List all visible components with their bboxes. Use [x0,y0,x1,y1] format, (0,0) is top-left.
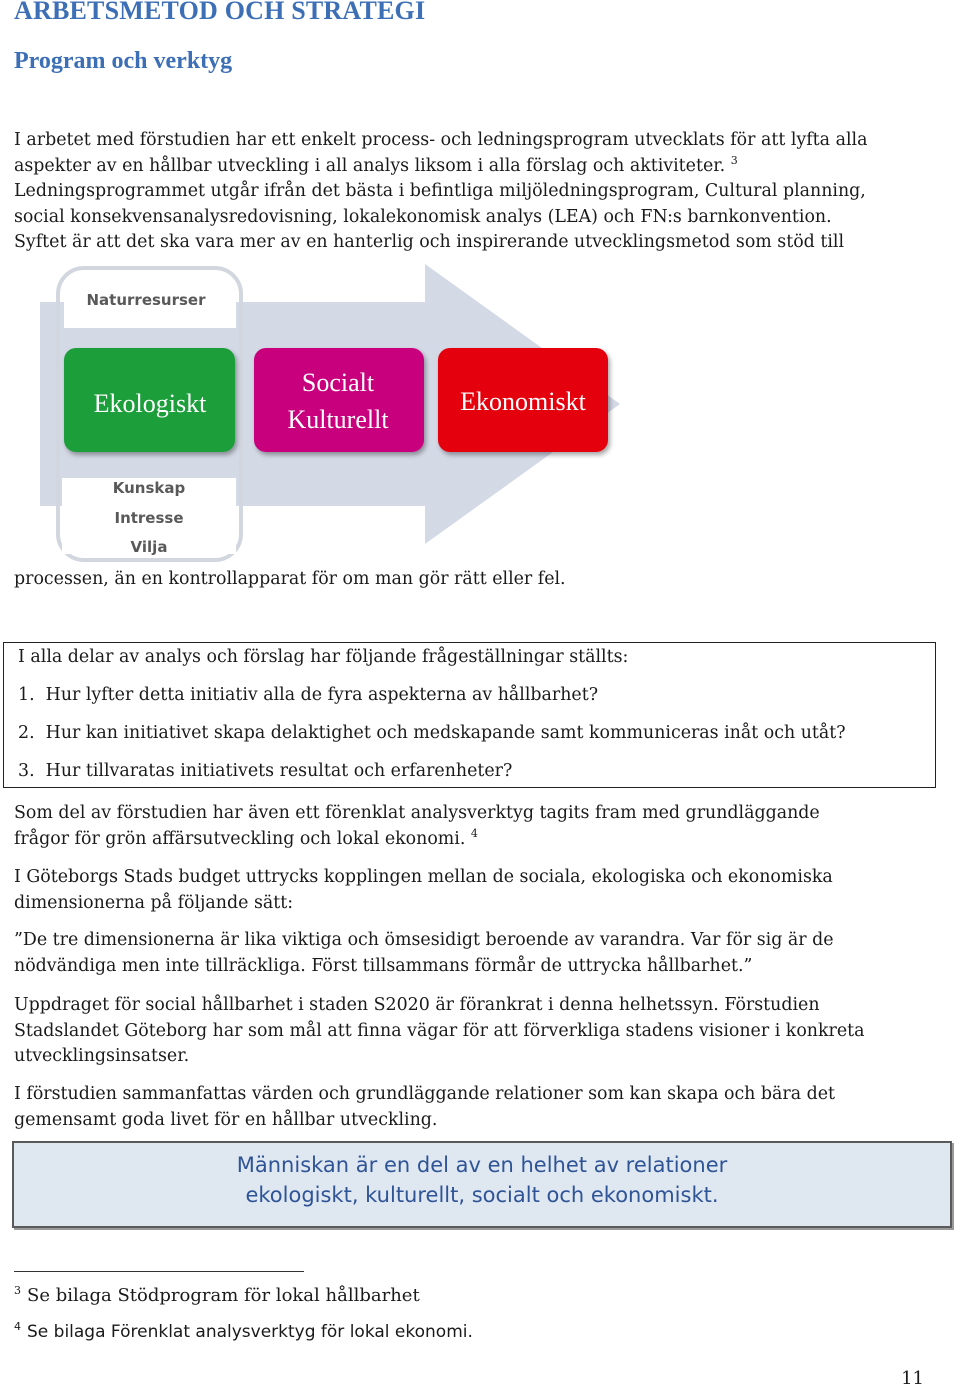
question-box [3,642,936,788]
paragraph-line: I Göteborgs Stads budget uttrycks kopplingen mellan de sociala, ekologiska och ekonomiska [14,867,833,887]
intro-line: aspekter av en hållbar utveckling i all analys liksom i alla förslag och aktiviteter. $^3$ [14,153,738,176]
intro-line: social konsekvensanalysredovisning, lokalekonomisk analys (LEA) och FN:s barnkonvention. [14,206,832,227]
box-ekonomiskt [438,348,608,452]
paragraph-line: dimensionerna på följande sätt: [14,892,294,913]
box-ekologiskt [64,348,235,452]
box-label: Ekonomiskt [460,387,586,416]
footnote-ref[interactable]: 3 [730,153,738,167]
bottom-label: Intresse [114,509,184,527]
paragraph-line: I förstudien sammanfattas värden och grundläggande relationer som kan skapa och bära det [14,1084,836,1104]
box-label: Kulturellt [287,405,389,434]
paragraph-line: processen, än en kontrollapparat för om man gör rätt eller fel. [14,569,566,589]
footnote: $^4$ Se bilaga Förenklat analysverktyg för lokal ekonomi. [14,1320,473,1342]
paragraph-line: Stadslandet Göteborg har som mål att finna vägar för att förverkliga stadens visioner i konkreta [14,1020,865,1041]
box-label: Ekologiskt [93,389,207,418]
quote-paragraph [14,928,950,979]
question-intro: I alla delar av analys och förslag har följande frågeställningar ställts: [18,647,629,667]
footnote: $^3$ Se bilaga Stödprogram för lokal hållbarhet [14,1284,420,1306]
paragraph-line: gemensamt goda livet för en hållbar utveckling. [14,1109,438,1130]
footnote-separator [14,1271,304,1272]
body-paragraph [14,865,950,916]
sustainability-diagram [40,262,630,567]
question-item: 3. Hur tillvaratas initiativets resultat och erfarenheter? [18,761,513,781]
box-label: Socialt [301,368,375,397]
section-subheading: Program och verktyg [14,48,233,74]
intro-line: I arbetet med förstudien har ett enkelt process- och ledningsprogram utvecklats för att lyfta alla [14,130,868,150]
callout-line: Människan är en del av en helhet av relationer [236,1153,728,1177]
paragraph-line: utvecklingsinsatser. [14,1046,190,1066]
footnote-ref[interactable]: 4 [470,826,478,840]
page-number: 11 [901,1368,924,1389]
bottom-label: Kunskap [112,479,186,497]
question-item: 2. Hur kan initiativet skapa delaktighet och medskapande samt kommuniceras inåt och utåt? [18,723,846,743]
page-heading: ARBETSMETOD OCH STRATEGI [14,0,426,25]
paragraph-line: Som del av förstudien har även ett förenklat analysverktyg tagits fram med grundläggande [14,803,820,823]
paragraph-line: Uppdraget för social hållbarhet i staden S2020 är förankrat i denna helhetssyn. Förstudien [14,995,820,1015]
body-paragraph [14,1082,950,1133]
intro-line: Ledningsprogrammet utgår ifrån det bästa i befintliga miljöledningsprogram, Cultural planning, [14,181,866,201]
intro-line: Syftet är att det ska vara mer av en hanterlig och inspirerande utvecklingsmetod som stöd till [14,232,845,252]
box-socialt-kulturellt [254,348,424,452]
paragraph-line: frågor för grön affärsutveckling och lokal ekonomi. $^4$ [14,826,478,849]
body-paragraph [14,993,950,1070]
callout-box [12,1141,952,1228]
paragraph-line: nödvändiga men inte tillräckliga. Först tillsammans förmår de uttrycka hållbarhet.” [14,955,753,976]
intro-paragraph [14,128,950,256]
callout-line: ekologiskt, kulturellt, socialt och ekonomiskt. [245,1183,719,1207]
body-paragraph [14,801,950,852]
after-diagram-paragraph [14,567,950,593]
top-label: Naturresurser [86,291,206,309]
paragraph-line: ”De tre dimensionerna är lika viktiga och ömsesidigt beroende av varandra. Var för sig är de [14,930,834,950]
question-item: 1. Hur lyfter detta initiativ alla de fyra aspekterna av hållbarhet? [18,685,599,705]
bottom-label: Vilja [130,538,168,556]
